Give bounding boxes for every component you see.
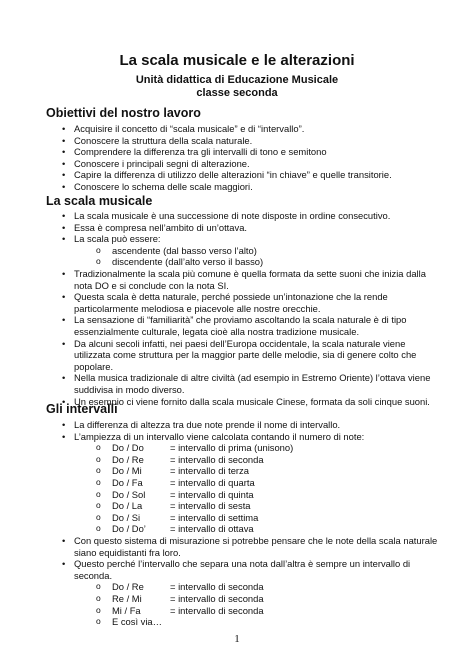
- interval-name: = intervallo di seconda: [170, 581, 264, 593]
- note-pair: Do / La: [112, 500, 143, 512]
- subtitle-line-1: Unità didattica di Educazione Musicale: [135, 74, 339, 86]
- scale-list: [62, 210, 442, 407]
- subtitle-line-2: classe seconda: [196, 87, 278, 99]
- list-item: • La scala musicale è una successione di note disposte in ordine consecutivo.: [62, 210, 442, 222]
- list-item-text: La scala può essere:: [74, 233, 161, 245]
- list-item: • Questa scala è detta naturale, perché possiede un’intonazione che la rende particolarmente melodiosa e piacevole alle nostre orecchie.: [62, 291, 442, 314]
- list-item: • La differenza di altezza tra due note prende il nome di intervallo.: [62, 419, 442, 431]
- intervals-list: [62, 419, 442, 628]
- list-item: • Acquisire il concetto di “scala musicale” e di “intervallo”.: [62, 123, 442, 135]
- note-pair: Do / Fa: [112, 476, 143, 488]
- note-pair: Re / Mi: [112, 592, 142, 604]
- sub-list: [74, 245, 442, 268]
- list-item: [62, 558, 442, 628]
- list-item-text: L’ampiezza di un intervallo viene calcolata contando il numero di note:: [74, 430, 365, 442]
- intervals-heading: Gli intervalli: [46, 402, 118, 416]
- note-pair: Do / Re: [112, 581, 144, 593]
- list-item: • Nella musica tradizionale di altre civiltà (ad esempio in Estremo Oriente) l’ottava viene suddivisa in modo diverso.: [62, 372, 442, 395]
- sub-list-item: o discendente (dall’alto verso il basso): [74, 256, 442, 268]
- note-pair: Do / Si: [112, 511, 141, 523]
- interval-row: [74, 605, 442, 617]
- interval-sub-list: [74, 442, 442, 535]
- interval-name: = intervallo di seconda: [170, 592, 264, 604]
- interval-name: = intervallo di seconda: [170, 453, 264, 465]
- interval-name: = intervallo di seconda: [170, 604, 264, 616]
- list-item: • Un esempio ci viene fornito dalla scala musicale Cinese, formata da soli cinque suoni.: [62, 396, 442, 408]
- list-item: • Con questo sistema di misurazione si potrebbe pensare che le note della scala naturale siano equidistanti fra loro.: [62, 535, 442, 558]
- interval-name: = intervallo di prima (unisono): [170, 442, 294, 454]
- note-pair: Do / Do’: [112, 523, 146, 535]
- interval-row: [74, 465, 442, 477]
- interval-name: = intervallo di quinta: [170, 488, 254, 500]
- note-pair: Mi / Fa: [112, 604, 141, 616]
- interval-sub-list: [74, 581, 442, 627]
- list-item: [62, 233, 442, 268]
- list-item: • Conoscere i principali segni di alterazione.: [62, 158, 442, 170]
- page-number: 1: [234, 633, 240, 645]
- objectives-list: [62, 123, 442, 193]
- scale-heading: La scala musicale: [46, 194, 153, 208]
- list-item: [62, 431, 442, 535]
- interval-name: = intervallo di sesta: [170, 500, 251, 512]
- list-item: • Tradizionalmente la scala più comune è quella formata da sette suoni che inizia dalla nota DO e si conclude con la nota SI.: [62, 268, 442, 291]
- interval-name: = intervallo di settima: [170, 511, 259, 523]
- list-item-text: Questo perché l’intervallo che separa una nota dall’altra è sempre un intervallo di seconda.: [74, 558, 411, 581]
- interval-row: [74, 512, 442, 524]
- page-title: La scala musicale e le alterazioni: [119, 52, 355, 69]
- interval-name: = intervallo di ottava: [170, 523, 254, 535]
- list-item: • Comprendere la differenza tra gli intervalli di tono e semitono: [62, 146, 442, 158]
- objectives-heading: Obiettivi del nostro lavoro: [46, 106, 201, 120]
- interval-row: [74, 489, 442, 501]
- interval-row: [74, 442, 442, 454]
- list-item: • Capire la differenza di utilizzo delle alterazioni “in chiave” e quelle transitorie.: [62, 169, 442, 181]
- note-pair: Do / Mi: [112, 465, 142, 477]
- note-pair: Do / Do: [112, 442, 144, 454]
- interval-row: [74, 523, 442, 535]
- list-item: • Da alcuni secoli infatti, nei paesi dell’Europa occidentale, la scala naturale viene utilizzata come struttura per la maggior parte delle melodie, sia di genere colto che popolare.: [62, 338, 442, 373]
- interval-name: = intervallo di terza: [170, 465, 249, 477]
- list-item: • Essa è compresa nell’ambito di un’ottava.: [62, 222, 442, 234]
- sub-list-item: o ascendente (dal basso verso l’alto): [74, 245, 442, 257]
- note-pair: Do / Sol: [112, 488, 146, 500]
- interval-row: [74, 477, 442, 489]
- interval-row: [74, 454, 442, 466]
- interval-name: = intervallo di quarta: [170, 476, 255, 488]
- interval-row: [74, 616, 442, 628]
- list-item: • La sensazione di “familiarità” che proviamo ascoltando la scala naturale è di tipo essenzialmente culturale, legata cioè alla nostra tradizione musicale.: [62, 314, 442, 337]
- list-item: • Conoscere la struttura della scala naturale.: [62, 135, 442, 147]
- interval-row: [74, 581, 442, 593]
- note-pair: Do / Re: [112, 453, 144, 465]
- interval-row: [74, 593, 442, 605]
- interval-row: [74, 500, 442, 512]
- note-pair: E così via…: [112, 616, 163, 628]
- list-item: • Conoscere lo schema delle scale maggiori.: [62, 181, 442, 193]
